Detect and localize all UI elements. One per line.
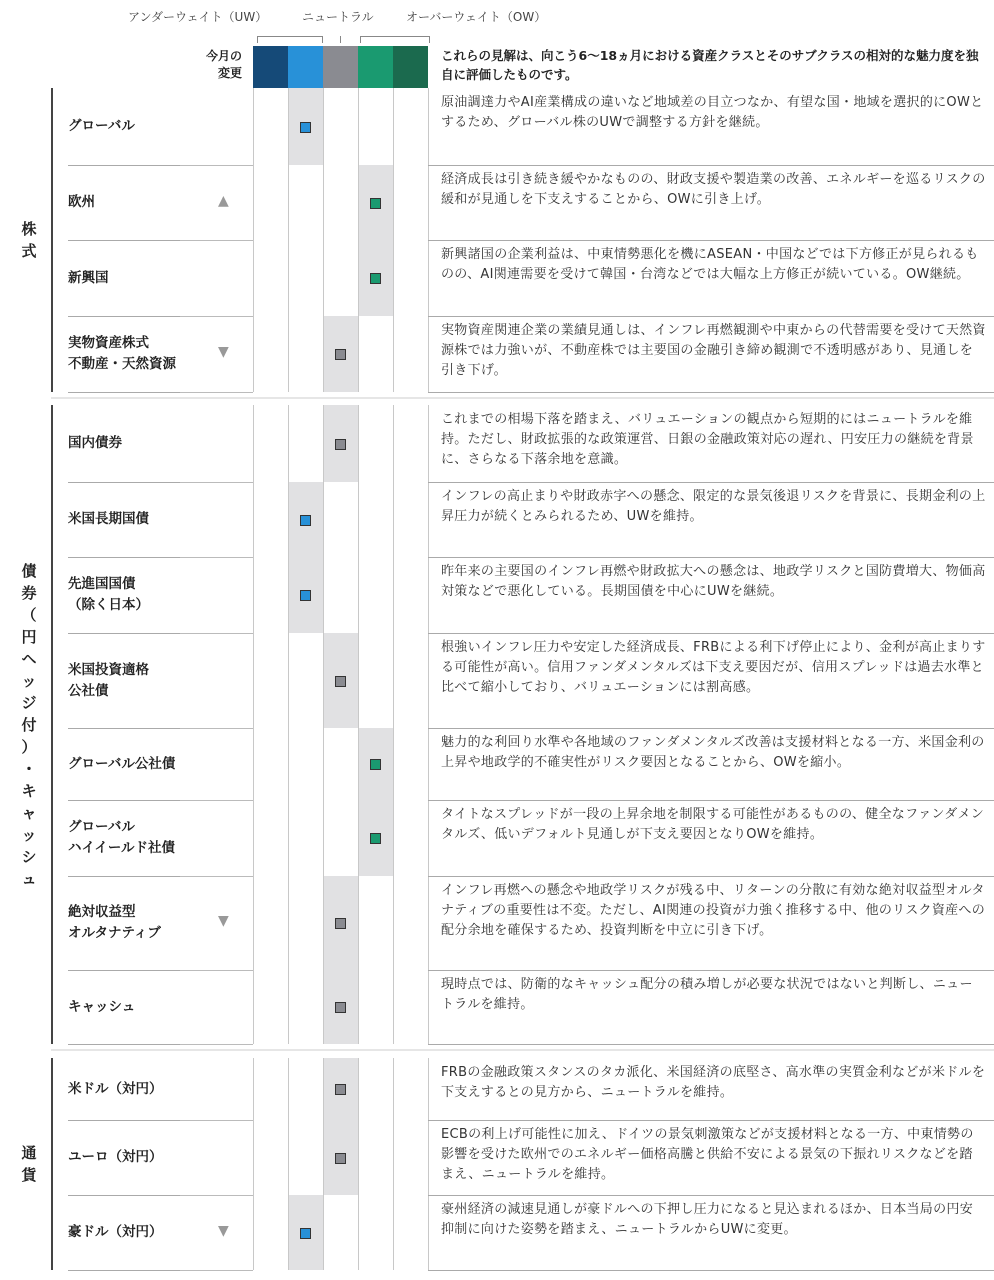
- scale-block-2: [288, 46, 323, 88]
- grid-line: [428, 1058, 429, 1270]
- row-divider: [428, 970, 994, 971]
- neutral-bracket: [340, 36, 341, 43]
- row-divider: [428, 482, 994, 483]
- row-divider: [428, 876, 994, 877]
- rating-marker: [370, 273, 381, 284]
- rating-marker: [335, 1084, 346, 1095]
- rating-marker: [335, 918, 346, 929]
- rating-marker: [300, 1228, 311, 1239]
- asset-name: 米ドル（対円）: [68, 1080, 163, 1097]
- rating-marker: [370, 833, 381, 844]
- section-rule: [51, 88, 53, 392]
- row-divider: [180, 165, 253, 166]
- row-divider: [428, 392, 994, 393]
- row-divider: [180, 1195, 253, 1196]
- row-divider: [180, 728, 253, 729]
- row-divider: [428, 557, 994, 558]
- row-divider: [180, 970, 253, 971]
- rating-marker: [335, 1153, 346, 1164]
- row-divider: [428, 165, 994, 166]
- rating-marker: [335, 439, 346, 450]
- triangle-down-icon: ▼: [218, 913, 229, 929]
- asset-name: 国内債券: [68, 435, 122, 451]
- grid-line: [253, 1058, 254, 1270]
- overweight-label: オーバーウェイト（OW）: [406, 10, 547, 24]
- row-divider: [180, 482, 253, 483]
- triangle-down-icon: ▼: [218, 1222, 229, 1239]
- row-divider: [68, 482, 180, 483]
- asset-description: ECBの利上げ可能性に加え、ドイツの景気刺激策などが支援材料となる一方、中東情勢の影響を受けた欧州でのエネルギー価格高騰と供給不安による景気の下振れリスクなどを踏まえ、ニュートラルを維持。: [441, 1127, 974, 1182]
- asset-name: 米国長期国債: [68, 511, 149, 527]
- asset-description: タイトなスプレッドが一段の上昇余地を制限する可能性があるものの、健全なファンダメンタルズ、低いデフォルト見通しが下支え要因となりOWを維持。: [441, 807, 985, 842]
- row-divider: [68, 557, 180, 558]
- grid-line: [288, 1058, 289, 1270]
- row-divider: [68, 316, 180, 317]
- asset-name: 新興国: [68, 269, 109, 286]
- asset-description: 新興諸国の企業利益は、中東情勢悪化を機にASEAN・中国などでは下方修正が見られるものの、AI関連需要を受けて韓国・台湾などでは大幅な上方修正が続いている。OW継続。: [441, 247, 979, 282]
- asset-name: 欧州: [68, 194, 95, 210]
- asset-description: 実物資産関連企業の業績見通しは、インフレ再燃観測や中東からの代替需要を受けて天然資源株では力強いが、不動産株では主要国の金融引き締め観測で不透明感があり、見通しを引き下げ。: [441, 323, 986, 378]
- grid-line: [358, 405, 359, 1044]
- row-divider: [68, 1270, 180, 1271]
- underweight-label: アンダーウェイト（UW）: [128, 10, 268, 24]
- row-divider: [68, 876, 180, 877]
- row-divider: [428, 800, 994, 801]
- row-divider: [180, 800, 253, 801]
- asset-description: 昨年来の主要国のインフレ再燃や財政拡大への懸念は、地政学リスクと国防費増大、物価高対策などで悪化している。長期国債を中心にUWを継続。: [441, 564, 986, 599]
- rating-marker: [335, 676, 346, 687]
- asset-name: 先進国国債 （除く日本）: [68, 576, 149, 613]
- scale-block-5: [393, 46, 428, 88]
- row-divider: [180, 876, 253, 877]
- row-divider: [428, 728, 994, 729]
- underweight-bracket: [257, 36, 323, 43]
- row-divider: [428, 1120, 994, 1121]
- rating-marker: [300, 515, 311, 526]
- grid-line: [323, 1058, 324, 1270]
- row-divider: [180, 1044, 253, 1045]
- rating-marker: [335, 349, 346, 360]
- scale-block-1: [253, 46, 288, 88]
- section-label: 株 式: [21, 220, 37, 260]
- asset-name: グローバル ハイイールド社債: [68, 819, 176, 856]
- asset-name: キャッシュ: [68, 998, 136, 1015]
- row-divider: [68, 970, 180, 971]
- asset-description: 豪州経済の減速見通しが豪ドルへの下押し圧力になると見込まれるほか、日本当局の円安抑制に向けた姿勢を踏まえ、ニュートラルからUWに変更。: [441, 1202, 974, 1237]
- row-divider: [68, 165, 180, 166]
- row-divider: [428, 1270, 994, 1271]
- section-label: 通 貨: [21, 1144, 37, 1184]
- asset-description: インフレの高止まりや財政赤字への懸念、限定的な景気後退リスクを背景に、長期金利の上昇圧力が続くとみられるため、UWを維持。: [441, 489, 986, 524]
- asset-description: 経済成長は引き続き緩やかなものの、財政支援や製造業の改善、エネルギーを巡るリスクの緩和が見通しを下支えすることから、OWに引き上げ。: [441, 172, 986, 207]
- row-divider: [428, 1195, 994, 1196]
- row-divider: [428, 1044, 994, 1045]
- row-divider: [68, 633, 180, 634]
- row-divider: [68, 1195, 180, 1196]
- row-divider: [68, 392, 180, 393]
- row-divider: [180, 557, 253, 558]
- asset-name: 実物資産株式 不動産・天然資源: [68, 335, 176, 372]
- row-divider: [428, 240, 994, 241]
- asset-name: 米国投資適格 公社債: [68, 661, 149, 699]
- asset-description: 魅力的な利回り水準や各地域のファンダメンタルズ改善は支援材料となる一方、米国金利の上昇や地政学的不確実性がリスク要因となることから、OWを縮小。: [441, 735, 985, 770]
- grid-line: [393, 405, 394, 1044]
- asset-name: グローバル公社債: [68, 755, 176, 772]
- section-rule: [51, 1058, 53, 1270]
- grid-line: [358, 88, 359, 392]
- overweight-bracket: [360, 36, 430, 43]
- rating-marker: [335, 1002, 346, 1013]
- row-divider: [180, 633, 253, 634]
- row-divider: [68, 800, 180, 801]
- row-divider: [180, 392, 253, 393]
- grid-line: [253, 405, 254, 1044]
- rating-marker: [300, 590, 311, 601]
- section-separator: [51, 397, 994, 399]
- description-header: これらの見解は、向こう6～18ヵ月における資産クラスとそのサブクラスの相対的な魅力度を独自に評価したものです。: [441, 48, 979, 82]
- row-divider: [180, 1270, 253, 1271]
- scale-block-3: [323, 46, 358, 88]
- neutral-label: ニュートラル: [302, 10, 374, 24]
- row-divider: [428, 633, 994, 634]
- asset-description: FRBの金融政策スタンスのタカ派化、米国経済の底堅さ、高水準の実質金利などが米ドルを下支えするとの見方から、ニュートラルを維持。: [441, 1065, 986, 1100]
- grid-line: [288, 405, 289, 1044]
- row-divider: [180, 240, 253, 241]
- asset-description: これまでの相場下落を踏まえ、バリュエーションの観点から短期的にはニュートラルを維持。ただし、財政拡張的な政策運営、日銀の金融政策対応の遅れ、円安圧力の継続を背景に、さらなる下落余地を意識。: [441, 412, 974, 467]
- grid-line: [358, 1058, 359, 1270]
- grid-line: [393, 1058, 394, 1270]
- asset-name: 絶対収益型 オルタナティブ: [68, 904, 161, 941]
- row-divider: [180, 1120, 253, 1121]
- asset-name: 豪ドル（対円）: [68, 1224, 163, 1240]
- grid-line: [253, 88, 254, 392]
- asset-description: 根強いインフレ圧力や安定した経済成長、FRBによる利下げ停止により、金利が高止まりする可能性が高い。信用ファンダメンタルズは下支え要因だが、信用スプレッドは過去水準と比べて縮小しており、バリュエーションには割高感。: [441, 640, 986, 695]
- grid-line: [323, 405, 324, 1044]
- asset-name: グローバル: [68, 118, 135, 134]
- triangle-down-icon: ▼: [218, 344, 229, 360]
- asset-name: ユーロ（対円）: [68, 1149, 163, 1165]
- scale-block-4: [358, 46, 393, 88]
- section-rule: [51, 405, 53, 1044]
- row-divider: [428, 316, 994, 317]
- change-column-header: 今月の 変更: [205, 49, 242, 80]
- row-divider: [68, 1120, 180, 1121]
- rating-marker: [370, 759, 381, 770]
- grid-line: [393, 88, 394, 392]
- grid-line: [288, 88, 289, 392]
- row-divider: [68, 240, 180, 241]
- rating-marker: [300, 122, 311, 133]
- asset-description: インフレ再燃への懸念や地政学リスクが残る中、リターンの分散に有効な絶対収益型オルタナティブの重要性は不変。ただし、AI関連の投資が力強く推移する中、他のリスク資産への配分余地を確保するため、投資判断を中立に引き下げ。: [441, 883, 986, 938]
- grid-line: [428, 405, 429, 1044]
- grid-line: [323, 88, 324, 392]
- asset-description: 原油調達力やAI産業構成の違いなど地域差の目立つなか、有望な国・地域を選択的にOWとするため、グローバル株のUWで調整する方針を継続。: [441, 95, 984, 130]
- triangle-up-icon: ▲: [218, 192, 229, 209]
- section-separator: [51, 1049, 994, 1051]
- row-divider: [68, 728, 180, 729]
- rating-marker: [370, 198, 381, 209]
- section-label: 債 券 （ 円 ヘ ッ ジ 付 ） ・ キ ャ ッ シ ュ: [21, 561, 37, 888]
- row-divider: [180, 316, 253, 317]
- row-divider: [68, 1044, 180, 1045]
- asset-description: 現時点では、防衛的なキャッシュ配分の積み増しが必要な状況ではないと判断し、ニュートラルを維持。: [441, 977, 973, 1012]
